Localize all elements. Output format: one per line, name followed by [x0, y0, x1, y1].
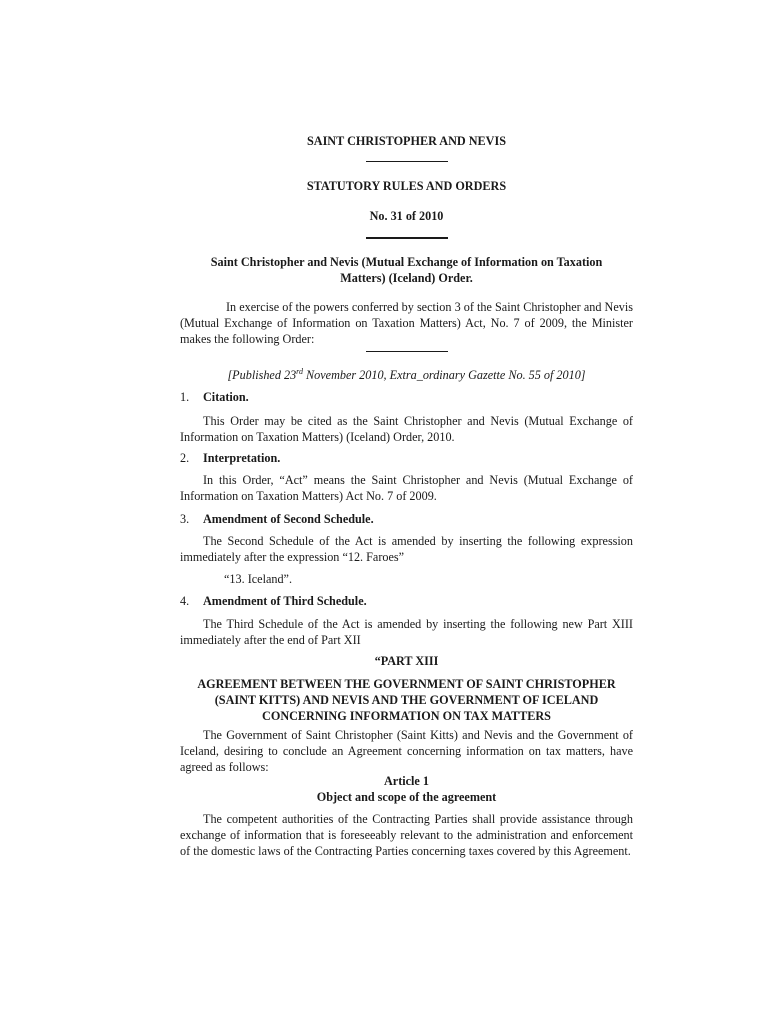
section-3-heading [180, 511, 633, 527]
article-title: Object and scope of the agreement [316, 790, 497, 804]
section-4-title: Amendment of Third Schedule. [203, 594, 367, 608]
header-rule-2 [180, 237, 633, 239]
preamble: In exercise of the powers conferred by section 3 of the Saint Christopher and Nevis (Mutual Exchange of Information on Taxation Matters) Act, No. 7 of 2009, the Minister makes the following Order: [180, 300, 633, 346]
section-4-heading [180, 593, 633, 609]
section-2-number: 2. [180, 451, 190, 465]
order-number: No. 31 of 2010 [369, 209, 444, 223]
article-text: The competent authorities of the Contracting Parties shall provide assistance through exchange of information that is foreseeably relevant to the administration and enforcement of the domestic laws of the Contracting Parties concerning taxes covered by this Agreement. [180, 812, 633, 858]
preamble-rule [180, 351, 633, 352]
series-heading: STATUTORY RULES AND ORDERS [306, 179, 507, 193]
agreement-intro: The Government of Saint Christopher (Saint Kitts) and Nevis and the Government of Iceland, desiring to conclude an Agreement concerning information on tax matters, have agreed as follows: [180, 728, 633, 774]
country-heading: SAINT CHRISTOPHER AND NEVIS [306, 134, 506, 148]
section-3-number: 3. [180, 512, 190, 526]
section-1-heading [180, 389, 633, 405]
section-1-text: This Order may be cited as the Saint Christopher and Nevis (Mutual Exchange of Information on Taxation Matters) (Iceland) Order, 2010. [180, 414, 633, 444]
publication-note: [Published 23rd November 2010, Extra_ordinary Gazette No. 55 of 2010] [227, 366, 586, 382]
agreement-title: AGREEMENT BETWEEN THE GOVERNMENT OF SAINT CHRISTOPHER (SAINT KITTS) AND NEVIS AND THE GOVERNMENT OF ICELAND CONCERNING INFORMATION ON TAX MATTERS [197, 677, 616, 723]
section-3-title: Amendment of Second Schedule. [203, 512, 374, 526]
section-1-number: 1. [180, 390, 190, 404]
section-3-text: The Second Schedule of the Act is amended by inserting the following expression immediately after the expression “12. Faroes” [180, 534, 633, 564]
article-number: Article 1 [383, 774, 429, 788]
section-4-text: The Third Schedule of the Act is amended by inserting the following new Part XIII immediately after the end of Part XII [180, 617, 633, 647]
header-rule-1 [180, 161, 633, 162]
section-2-text: In this Order, “Act” means the Saint Christopher and Nevis (Mutual Exchange of Information on Taxation Matters) Act No. 7 of 2009. [180, 473, 633, 503]
section-1-title: Citation. [203, 390, 249, 404]
part-heading: “PART XIII [374, 654, 439, 668]
order-title: Saint Christopher and Nevis (Mutual Exchange of Information on Taxation Matters) (Iceland) Order. [210, 255, 603, 285]
section-2-heading [180, 450, 633, 466]
section-2-title: Interpretation. [203, 451, 281, 465]
section-4-number: 4. [180, 594, 190, 608]
section-3-insert: “13. Iceland”. [224, 572, 293, 586]
